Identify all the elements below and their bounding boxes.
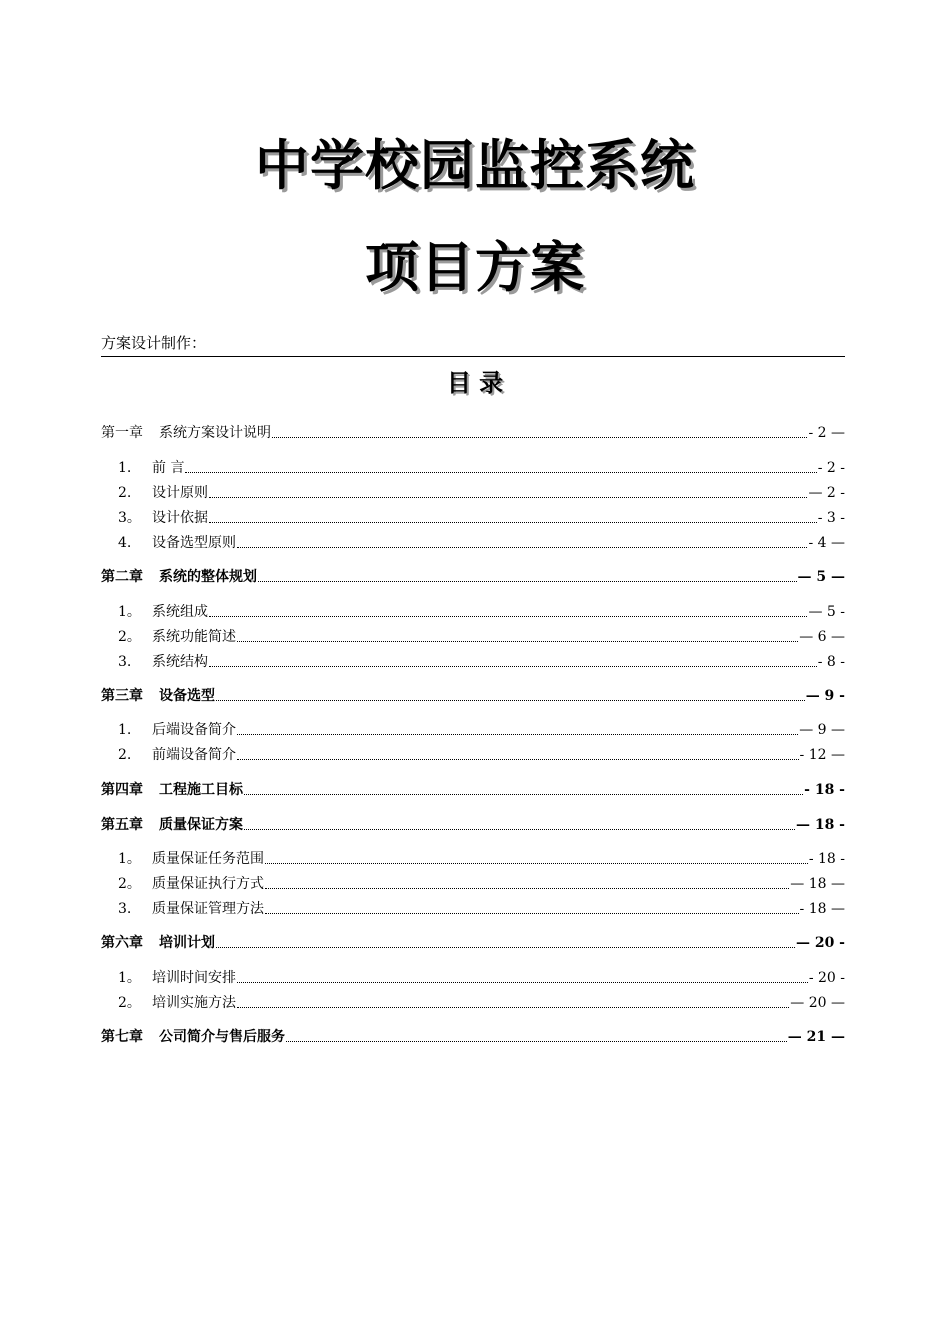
toc-entry-label: 设备选型 <box>159 688 215 704</box>
toc-entry-number: 3. <box>118 901 132 917</box>
toc-page-number: - 4 — <box>808 535 845 551</box>
toc-entry-label: 质量保证执行方式 <box>152 876 264 892</box>
toc-page-number: - 3 - <box>817 510 845 526</box>
toc-dot-leader <box>237 547 807 548</box>
toc-section-entry[interactable] <box>101 900 845 918</box>
toc-page-number: - 2 — <box>808 425 845 441</box>
toc-entry-number: 第五章 <box>101 817 143 833</box>
toc-page-number: - 18 - <box>808 851 845 867</box>
toc-section-entry[interactable] <box>101 994 845 1012</box>
toc-section-entry[interactable] <box>101 746 845 764</box>
toc-entry-number: 4. <box>118 535 132 551</box>
toc-dot-leader <box>272 437 807 438</box>
toc-entry-label: 设计原则 <box>152 485 208 501</box>
toc-entry-number: 第二章 <box>101 569 143 585</box>
toc-section-entry[interactable] <box>101 603 845 621</box>
toc-dot-leader <box>237 759 799 760</box>
toc-chapter-entry[interactable] <box>101 934 845 952</box>
toc-page-number: — 20 - <box>795 935 845 951</box>
toc-entry-label: 质量保证任务范围 <box>152 851 264 867</box>
toc-dot-leader <box>244 794 803 795</box>
toc-chapter-entry[interactable] <box>101 816 845 834</box>
toc-section-entry[interactable] <box>101 459 845 477</box>
toc-chapter-entry[interactable] <box>101 687 845 705</box>
toc-dot-leader <box>185 472 816 473</box>
toc-entry-label: 系统的整体规划 <box>159 569 257 585</box>
toc-section-entry[interactable] <box>101 628 845 646</box>
toc-entry-number: 2. <box>118 747 132 763</box>
toc-entry-label: 培训计划 <box>159 935 215 951</box>
toc-section-entry[interactable] <box>101 484 845 502</box>
toc-page-number: - 18 — <box>799 901 845 917</box>
table-of-contents <box>101 0 845 1344</box>
toc-dot-leader <box>216 700 805 701</box>
toc-page-number: — 20 — <box>790 995 845 1011</box>
toc-entry-number: 第三章 <box>101 688 143 704</box>
toc-section-entry[interactable] <box>101 850 845 868</box>
toc-page-number: - 18 - <box>804 782 845 798</box>
toc-entry-label: 系统结构 <box>152 654 208 670</box>
toc-entry-number: 1。 <box>118 851 141 867</box>
document-title-line1: 中学校园监控系统 <box>255 134 695 197</box>
toc-entry-label: 后端设备简介 <box>152 722 236 738</box>
toc-entry-number: 2。 <box>118 629 141 645</box>
toc-entry-label: 质量保证方案 <box>159 817 243 833</box>
toc-dot-leader <box>237 1007 789 1008</box>
toc-entry-number: 第四章 <box>101 782 143 798</box>
toc-dot-leader <box>209 666 817 667</box>
toc-entry-number: 第七章 <box>101 1029 143 1045</box>
toc-entry-label: 系统方案设计说明 <box>159 425 271 441</box>
toc-page-number: — 18 — <box>790 876 845 892</box>
toc-page-number: - 2 - <box>817 460 845 476</box>
toc-entry-label: 前端设备简介 <box>152 747 236 763</box>
toc-entry-number: 1。 <box>118 604 141 620</box>
toc-page-number: - 20 - <box>808 970 845 986</box>
toc-heading: 目 录 <box>446 369 504 397</box>
toc-entry-label: 设备选型原则 <box>152 535 236 551</box>
toc-entry-number: 1. <box>118 460 132 476</box>
toc-entry-number: 3。 <box>118 510 141 526</box>
toc-chapter-entry[interactable] <box>101 424 845 442</box>
toc-page-number: — 9 — <box>799 722 845 738</box>
toc-entry-number: 第六章 <box>101 935 143 951</box>
toc-section-entry[interactable] <box>101 653 845 671</box>
toc-page-number: — 5 — <box>797 569 845 585</box>
author-label: 方案设计制作： <box>101 334 207 352</box>
toc-entry-label: 前 言 <box>152 460 185 476</box>
toc-entry-label: 工程施工目标 <box>159 782 243 798</box>
toc-entry-label: 系统组成 <box>152 604 208 620</box>
toc-chapter-entry[interactable] <box>101 781 845 799</box>
toc-page-number: — 18 - <box>795 817 845 833</box>
toc-page-number: — 6 — <box>799 629 845 645</box>
toc-page-number: - 12 — <box>799 747 845 763</box>
toc-dot-leader <box>265 888 789 889</box>
toc-dot-leader <box>237 641 798 642</box>
toc-dot-leader <box>209 616 807 617</box>
toc-dot-leader <box>237 982 808 983</box>
toc-chapter-entry[interactable] <box>101 568 845 586</box>
toc-page-number: — 5 - <box>808 604 845 620</box>
toc-entry-number: 2. <box>118 485 132 501</box>
toc-entry-number: 1。 <box>118 970 141 986</box>
toc-section-entry[interactable] <box>101 534 845 552</box>
toc-dot-leader <box>216 947 795 948</box>
document-title-line2: 项目方案 <box>365 236 585 299</box>
toc-dot-leader <box>286 1041 787 1042</box>
toc-chapter-entry[interactable] <box>101 1028 845 1046</box>
toc-dot-leader <box>265 913 799 914</box>
toc-dot-leader <box>209 497 807 498</box>
toc-page-number: - 8 - <box>817 654 845 670</box>
toc-entry-number: 2。 <box>118 876 141 892</box>
toc-dot-leader <box>237 734 798 735</box>
toc-section-entry[interactable] <box>101 875 845 893</box>
toc-entry-number: 第一章 <box>101 425 143 441</box>
toc-page-number: — 2 - <box>808 485 845 501</box>
toc-dot-leader <box>244 829 795 830</box>
toc-dot-leader <box>265 863 808 864</box>
toc-entry-label: 质量保证管理方法 <box>152 901 264 917</box>
toc-entry-label: 培训实施方法 <box>152 995 236 1011</box>
toc-dot-leader <box>258 581 797 582</box>
toc-section-entry[interactable] <box>101 969 845 987</box>
toc-entry-label: 公司简介与售后服务 <box>159 1029 285 1045</box>
toc-section-entry[interactable] <box>101 509 845 527</box>
toc-page-number: — 9 - <box>805 688 845 704</box>
toc-entry-label: 培训时间安排 <box>152 970 236 986</box>
toc-entry-number: 1. <box>118 722 132 738</box>
toc-section-entry[interactable] <box>101 721 845 739</box>
toc-entry-number: 2。 <box>118 995 141 1011</box>
toc-page-number: — 21 — <box>787 1029 845 1045</box>
toc-entry-number: 3. <box>118 654 132 670</box>
toc-entry-label: 设计依据 <box>152 510 208 526</box>
toc-entry-label: 系统功能简述 <box>152 629 236 645</box>
toc-dot-leader <box>209 522 817 523</box>
